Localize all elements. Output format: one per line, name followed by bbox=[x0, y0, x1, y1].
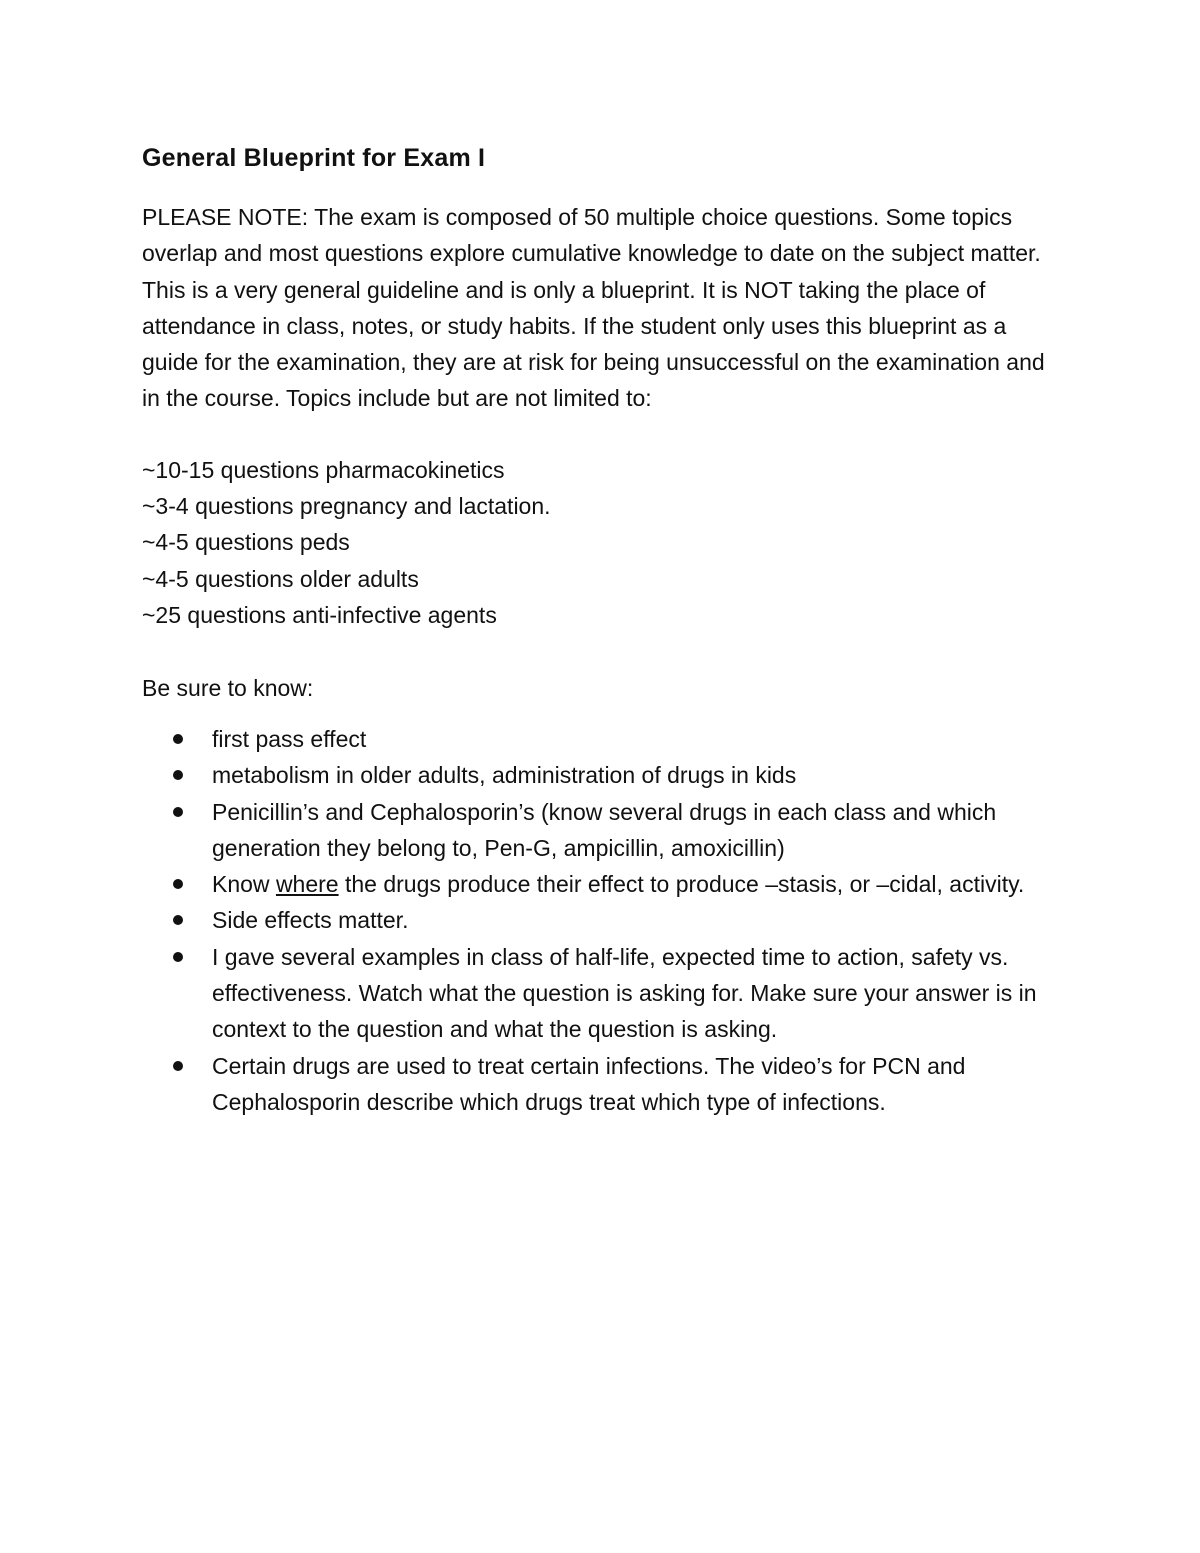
bullet-dot-icon bbox=[173, 1061, 183, 1071]
topic-item: ~4-5 questions older adults bbox=[142, 565, 419, 592]
bullet-text: Penicillin’s and Cephalosporin’s (know several drugs in each class and which generation they belong to, Pen-G, ampicillin, amoxicillin) bbox=[212, 798, 997, 861]
bullet-text-after: the drugs produce their effect to produce –stasis, or –cidal, activity. bbox=[338, 871, 1025, 898]
bullet-dot-icon bbox=[173, 807, 183, 817]
bullet-item bbox=[142, 902, 1057, 938]
bullet-item bbox=[142, 757, 1057, 793]
bullet-text: I gave several examples in class of half-life, expected time to action, safety vs. effectiveness. Watch what the question is asking for. Make sure your answer is in context to the question and what the question is asking. bbox=[212, 943, 1037, 1043]
intro-paragraph: PLEASE NOTE: The exam is composed of 50 multiple choice questions. Some topics overlap and most questions explore cumulative knowledge to date on the subject matter. This is a very general guideline and is only a blueprint. It is NOT taking the place of attendance in class, notes, or study habits. If the student only uses this blueprint as a guide for the examination, they are at risk for being unsuccessful on the examination and in the course. Topics include but are not limited to: bbox=[142, 204, 1045, 412]
bullet-dot-icon bbox=[173, 952, 183, 962]
bullet-text: first pass effect bbox=[212, 726, 367, 752]
topic-item: ~10-15 questions pharmacokinetics bbox=[142, 457, 505, 483]
document-title: General Blueprint for Exam I bbox=[142, 144, 486, 172]
bullet-list bbox=[142, 721, 1057, 1120]
bullet-item bbox=[142, 794, 1057, 867]
topic-list bbox=[142, 452, 551, 633]
underlined-word: where bbox=[275, 871, 339, 898]
bullet-dot-icon bbox=[173, 770, 183, 780]
be-sure-label: Be sure to know: bbox=[142, 675, 314, 701]
bullet-dot-icon bbox=[173, 879, 183, 889]
bullet-dot-icon bbox=[173, 915, 183, 925]
bullet-text: metabolism in older adults, administration of drugs in kids bbox=[212, 762, 797, 789]
bullet-item bbox=[142, 1048, 1057, 1121]
topic-item: ~3-4 questions pregnancy and lactation. bbox=[142, 493, 551, 520]
topic-item: ~4-5 questions peds bbox=[142, 529, 350, 556]
topic-item: ~25 questions anti-infective agents bbox=[142, 601, 497, 628]
bullet-text-before: Know bbox=[212, 871, 276, 898]
bullet-item bbox=[142, 721, 1057, 757]
bullet-dot-icon bbox=[173, 734, 183, 744]
bullet-item bbox=[142, 939, 1057, 1048]
bullet-text: Certain drugs are used to treat certain infections. The video’s for PCN and Cephalosporin describe which drugs treat which type of infections. bbox=[212, 1052, 966, 1115]
bullet-text: Side effects matter. bbox=[212, 907, 409, 934]
bullet-item bbox=[142, 866, 1057, 902]
